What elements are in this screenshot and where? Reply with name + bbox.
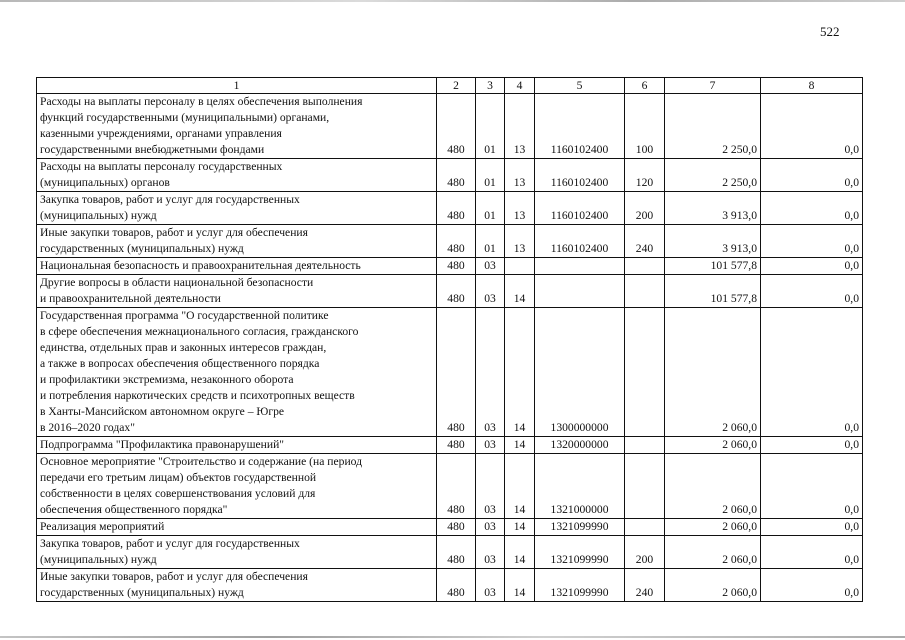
- amount-2-cell: 0,0: [761, 536, 863, 569]
- amount-2-cell: 0,0: [761, 94, 863, 159]
- podrazdel-cell: 14: [505, 454, 535, 519]
- glava-cell: 480: [437, 536, 476, 569]
- amount-cell: 101 577,8: [665, 275, 761, 308]
- amount-2-cell: 0,0: [761, 159, 863, 192]
- expense-type-cell: 200: [625, 192, 665, 225]
- glava-cell: 480: [437, 454, 476, 519]
- row-name-cell: Расходы на выплаты персоналу в целях обеспечения выполнения функций государственными (муниципальными) органами, казенными учреждениями, органами управления государственными внебюджетными фондами: [37, 94, 437, 159]
- amount-cell: 2 060,0: [665, 454, 761, 519]
- razdel-cell: 03: [476, 454, 505, 519]
- target-article-cell: [535, 275, 625, 308]
- expense-type-cell: [625, 454, 665, 519]
- glava-cell: 480: [437, 569, 476, 602]
- podrazdel-cell: 13: [505, 225, 535, 258]
- header-col-5: 5: [535, 78, 625, 94]
- target-article-cell: [535, 258, 625, 275]
- glava-cell: 480: [437, 225, 476, 258]
- razdel-cell: 03: [476, 437, 505, 454]
- row-name-cell: Расходы на выплаты персоналу государственных (муниципальных) органов: [37, 159, 437, 192]
- razdel-cell: 03: [476, 275, 505, 308]
- glava-cell: 480: [437, 94, 476, 159]
- expense-type-cell: [625, 308, 665, 437]
- amount-cell: 2 060,0: [665, 569, 761, 602]
- glava-cell: 480: [437, 308, 476, 437]
- row-name-cell: Государственная программа "О государственной политике в сфере обеспечения межнационального согласия, гражданского единства, отдельных прав и законных интересов граждан, а также в вопросах обеспечения общественного порядка и профилактики экстремизма, незаконного оборота и потребления наркотических средств и психотропных веществ в Ханты-Мансийском автономном округе – Югре в 2016–2020 годах": [37, 308, 437, 437]
- razdel-cell: 01: [476, 225, 505, 258]
- podrazdel-cell: 14: [505, 437, 535, 454]
- row-name-cell: Закупка товаров, работ и услуг для государственных (муниципальных) нужд: [37, 192, 437, 225]
- header-col-6: 6: [625, 78, 665, 94]
- table-row: [37, 536, 863, 569]
- expense-type-cell: 200: [625, 536, 665, 569]
- scan-edge-top: [0, 0, 905, 2]
- razdel-cell: 03: [476, 536, 505, 569]
- expense-type-cell: [625, 275, 665, 308]
- header-col-2: 2: [437, 78, 476, 94]
- amount-2-cell: 0,0: [761, 258, 863, 275]
- amount-2-cell: 0,0: [761, 275, 863, 308]
- expense-type-cell: 240: [625, 569, 665, 602]
- scan-edge-bottom: [0, 636, 905, 638]
- razdel-cell: 03: [476, 569, 505, 602]
- table-row: [37, 192, 863, 225]
- glava-cell: 480: [437, 258, 476, 275]
- razdel-cell: 03: [476, 519, 505, 536]
- glava-cell: 480: [437, 519, 476, 536]
- amount-2-cell: 0,0: [761, 437, 863, 454]
- podrazdel-cell: 14: [505, 569, 535, 602]
- amount-2-cell: 0,0: [761, 308, 863, 437]
- table-row: [37, 569, 863, 602]
- glava-cell: 480: [437, 275, 476, 308]
- podrazdel-cell: [505, 258, 535, 275]
- podrazdel-cell: 13: [505, 159, 535, 192]
- amount-2-cell: 0,0: [761, 569, 863, 602]
- row-name-cell: Закупка товаров, работ и услуг для государственных (муниципальных) нужд: [37, 536, 437, 569]
- table-body: [37, 94, 863, 602]
- header-col-4: 4: [505, 78, 535, 94]
- expense-type-cell: 240: [625, 225, 665, 258]
- amount-cell: 3 913,0: [665, 225, 761, 258]
- row-name-cell: Основное мероприятие "Строительство и содержание (на период передачи его третьим лицам) объектов государственной собственности в целях совершенствования условий для обеспечения общественного порядка": [37, 454, 437, 519]
- amount-cell: 2 250,0: [665, 94, 761, 159]
- podrazdel-cell: 14: [505, 275, 535, 308]
- table-row: [37, 519, 863, 536]
- header-col-8: 8: [761, 78, 863, 94]
- header-col-1: 1: [37, 78, 437, 94]
- table-row: [37, 94, 863, 159]
- razdel-cell: 01: [476, 94, 505, 159]
- amount-cell: 2 060,0: [665, 308, 761, 437]
- amount-2-cell: 0,0: [761, 192, 863, 225]
- podrazdel-cell: 14: [505, 536, 535, 569]
- expense-type-cell: [625, 437, 665, 454]
- row-name-cell: Реализация мероприятий: [37, 519, 437, 536]
- table-row: [37, 437, 863, 454]
- row-name-cell: Иные закупки товаров, работ и услуг для обеспечения государственных (муниципальных) нужд: [37, 569, 437, 602]
- razdel-cell: 01: [476, 192, 505, 225]
- table-row: [37, 275, 863, 308]
- target-article-cell: 1321000000: [535, 454, 625, 519]
- amount-cell: 3 913,0: [665, 192, 761, 225]
- header-col-7: 7: [665, 78, 761, 94]
- amount-cell: 2 060,0: [665, 437, 761, 454]
- table-row: [37, 225, 863, 258]
- header-col-3: 3: [476, 78, 505, 94]
- target-article-cell: 1321099990: [535, 536, 625, 569]
- target-article-cell: 1160102400: [535, 225, 625, 258]
- razdel-cell: 03: [476, 258, 505, 275]
- row-name-cell: Подпрограмма "Профилактика правонарушений": [37, 437, 437, 454]
- row-name-cell: Иные закупки товаров, работ и услуг для обеспечения государственных (муниципальных) нужд: [37, 225, 437, 258]
- razdel-cell: 03: [476, 308, 505, 437]
- table-row: [37, 258, 863, 275]
- glava-cell: 480: [437, 192, 476, 225]
- target-article-cell: 1160102400: [535, 94, 625, 159]
- glava-cell: 480: [437, 437, 476, 454]
- target-article-cell: 1321099990: [535, 569, 625, 602]
- amount-2-cell: 0,0: [761, 519, 863, 536]
- podrazdel-cell: 14: [505, 308, 535, 437]
- expense-type-cell: 100: [625, 94, 665, 159]
- amount-cell: 101 577,8: [665, 258, 761, 275]
- table-row: [37, 308, 863, 437]
- expense-type-cell: 120: [625, 159, 665, 192]
- expense-type-cell: [625, 519, 665, 536]
- podrazdel-cell: 14: [505, 519, 535, 536]
- budget-table: [36, 77, 863, 602]
- expense-type-cell: [625, 258, 665, 275]
- podrazdel-cell: 13: [505, 192, 535, 225]
- target-article-cell: 1160102400: [535, 192, 625, 225]
- amount-cell: 2 060,0: [665, 519, 761, 536]
- table-row: [37, 159, 863, 192]
- razdel-cell: 01: [476, 159, 505, 192]
- glava-cell: 480: [437, 159, 476, 192]
- table-row: [37, 454, 863, 519]
- amount-2-cell: 0,0: [761, 225, 863, 258]
- amount-cell: 2 060,0: [665, 536, 761, 569]
- target-article-cell: 1160102400: [535, 159, 625, 192]
- target-article-cell: 1320000000: [535, 437, 625, 454]
- row-name-cell: Национальная безопасность и правоохранительная деятельность: [37, 258, 437, 275]
- amount-2-cell: 0,0: [761, 454, 863, 519]
- amount-cell: 2 250,0: [665, 159, 761, 192]
- page-number: 522: [820, 24, 840, 39]
- header-row: [37, 78, 863, 94]
- row-name-cell: Другие вопросы в области национальной безопасности и правоохранительной деятельности: [37, 275, 437, 308]
- target-article-cell: 1321099990: [535, 519, 625, 536]
- podrazdel-cell: 13: [505, 94, 535, 159]
- target-article-cell: 1300000000: [535, 308, 625, 437]
